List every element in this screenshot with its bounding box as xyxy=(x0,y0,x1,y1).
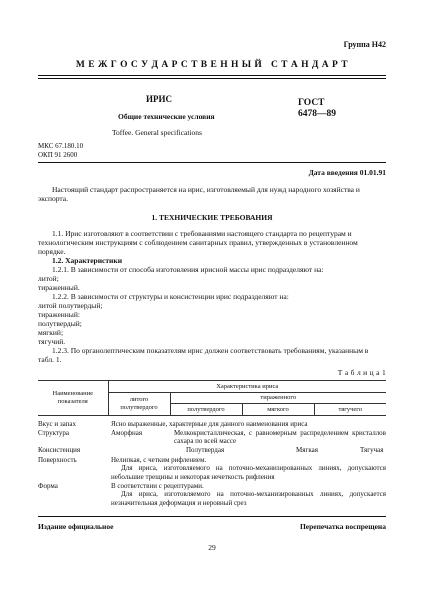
table-row xyxy=(38,456,386,482)
row-value-taste: Ясно выраженные, характерные для данного наименования ириса xyxy=(111,420,308,428)
row-label-taste: Вкус и запах xyxy=(38,420,76,428)
reprint-notice: Перепечатка воспрещена xyxy=(299,522,386,531)
row-value-structure-cast: Аморфная xyxy=(111,429,143,437)
english-title: Toffee. General specifications xyxy=(112,128,202,137)
row-label-structure: Структура xyxy=(38,429,70,437)
section-heading: 1. ТЕХНИЧЕСКИЕ ТРЕБОВАНИЯ xyxy=(151,213,273,222)
okp-code: ОКП 91 2600 xyxy=(38,151,78,159)
list2-item: полутвердый; xyxy=(38,319,82,328)
official-edition: Издание официальное xyxy=(38,522,114,531)
page-number: 29 xyxy=(208,543,216,552)
row-value-consistency-semihard: Полутвердая xyxy=(186,446,225,454)
gost-label: ГОСТ xyxy=(298,98,325,108)
row-value-surface-note: Для ириса, изготовляемого на поточно-механизированных линиях, допускаются небольшие трещины и некоторая нечеткость рифления xyxy=(111,464,386,481)
list2-item: литой полутвердый; xyxy=(38,301,103,310)
clause-1-2-2: 1.2.2. В зависимости от структуры и консистенции ирис подразделяют на: xyxy=(52,292,289,301)
banner-rule-bottom xyxy=(38,78,386,79)
clause-1-2: 1.2. Характеристики xyxy=(52,256,123,265)
row-value-consistency-soft: Мягкая xyxy=(296,446,318,454)
col-header-characteristic: Характеристика ириса xyxy=(108,381,386,393)
table-row xyxy=(38,429,386,446)
table-caption: Т а б л и ц а 1 xyxy=(337,368,386,377)
standard-banner: М Е Ж Г О С У Д А Р С Т В Е Н Н Ы Й С Т А Н Д А Р Т xyxy=(75,60,349,70)
clause-1-2-3: 1.2.3. По органолептическим показателям ирис должен соответствовать требованиям, указанным в табл. 1. xyxy=(38,346,369,365)
col-header-soft: мягкого xyxy=(242,404,314,416)
row-value-form-note: Для ириса, изготовляемого на поточно-механизированных линиях, допускается незначительная деформация и неровный срез xyxy=(111,490,386,507)
col-header-chewy: тягучего xyxy=(314,404,386,416)
row-label-surface: Поверхность xyxy=(38,456,77,464)
product-name: ИРИС xyxy=(146,94,172,104)
col-header-semihard: полутвердого xyxy=(170,404,242,416)
col-header-drawn: тираженного xyxy=(170,393,386,404)
header-divider xyxy=(38,162,386,163)
list1-item: литой; xyxy=(38,274,59,283)
clause-1-2-1: 1.2.1. В зависимости от способа изготовления ирисной массы ирис подразделяют на: xyxy=(52,265,324,274)
banner-rule-top xyxy=(38,75,386,76)
list1-item: тираженный. xyxy=(38,283,80,292)
table-1-header xyxy=(38,380,386,416)
gost-number: 6478—89 xyxy=(298,109,336,119)
row-value-surface-main: Нелипкая, с четким рифлением. xyxy=(111,456,207,464)
row-value-consistency-chewy: Тягучая xyxy=(360,446,384,454)
document-subtitle: Общие технические условия xyxy=(118,112,215,121)
scope-paragraph: Настоящий стандарт распространяется на ирис, изготовляемый для нужд народного хозяйства и экспорта. xyxy=(38,185,360,204)
table-1-body xyxy=(38,420,386,508)
row-value-structure-drawn: Мелкокристаллическая, с равномерным распределением кристаллов сахара по всей массе xyxy=(174,429,386,446)
introduction-date: Дата введения 01.01.91 xyxy=(308,168,386,177)
list2-item: тягучий. xyxy=(38,337,66,346)
row-label-form: Форма xyxy=(38,482,58,490)
mks-code: МКС 67.180.10 xyxy=(38,142,84,150)
table-row xyxy=(38,482,386,508)
row-value-form-main: В соответствии с рецептурами. xyxy=(111,482,204,490)
group-code: Группа Н42 xyxy=(343,40,386,49)
row-label-consistency: Консистенция xyxy=(38,446,81,454)
list2-item: тираженный: xyxy=(38,310,80,319)
col-header-cast: литого полутвердого xyxy=(108,393,170,416)
table-row xyxy=(38,446,386,456)
list2-item: мягкий; xyxy=(38,328,64,337)
table-row xyxy=(38,420,386,429)
clause-1-1: 1.1. Ирис изготовляют в соответствии с требованиями настоящего стандарта по рецептурам и технологическим инструкциям с соблюдением санитарных правил, утвержденных в установленном порядке. xyxy=(38,229,358,257)
footer-rule xyxy=(38,516,386,517)
col-header-indicator: Наименование показателя xyxy=(38,381,108,416)
